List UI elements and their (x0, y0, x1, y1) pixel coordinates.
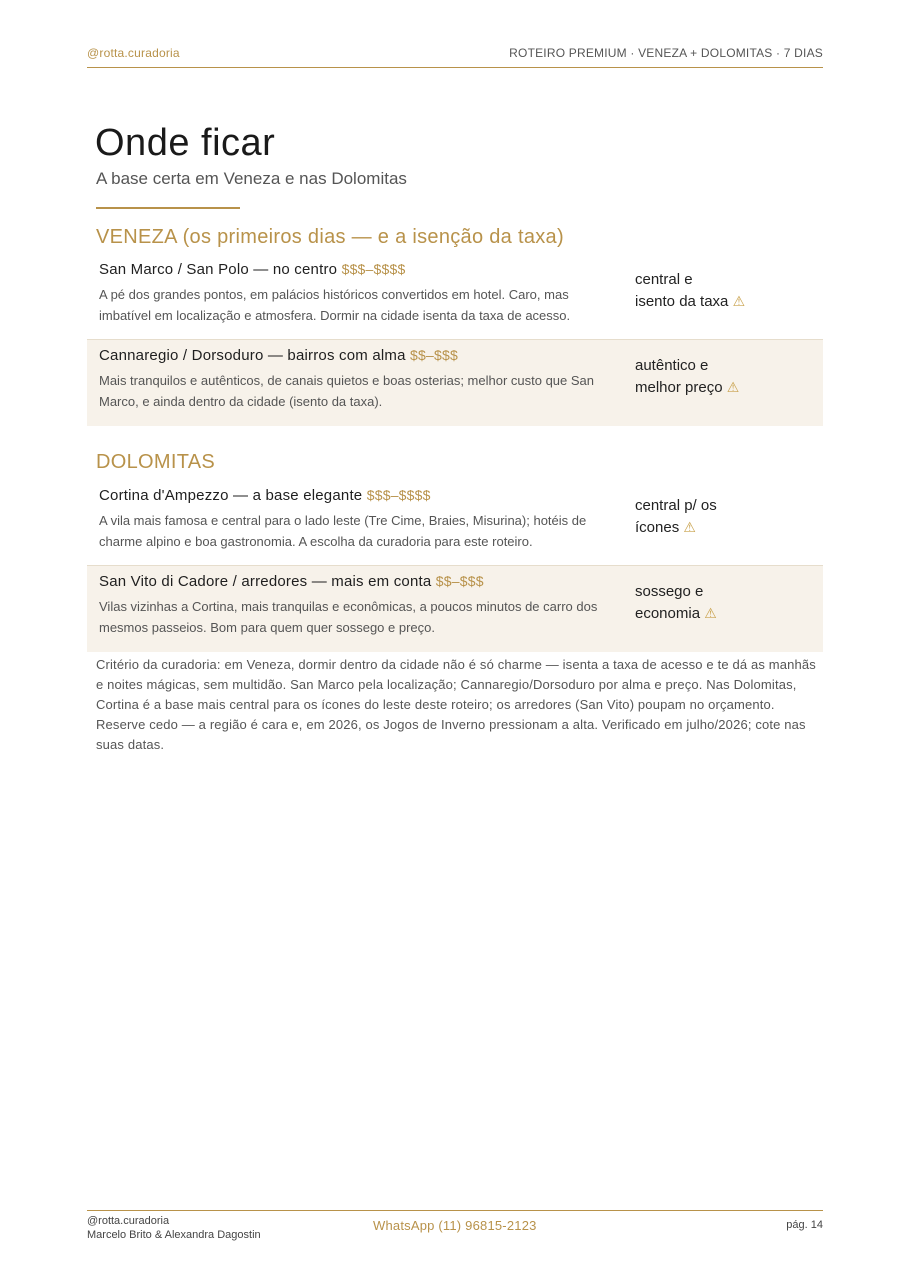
lodging-name-line (99, 573, 484, 590)
lodging-row (87, 340, 823, 426)
lodging-tag (635, 581, 805, 624)
lodging-tag (635, 495, 805, 538)
page-footer (87, 1210, 823, 1251)
tag-line: melhor preço (635, 378, 723, 396)
lodging-name-line (99, 487, 431, 504)
lodging-description: A pé dos grandes pontos, em palácios históricos convertidos em hotel. Caro, mas imbatível em localização e atmosfera. Dormir na cidade isenta da taxa de acesso. (99, 287, 571, 323)
warning-icon: ⚠ (704, 604, 717, 621)
section-heading-veneza: VENEZA (os primeiros dias — e a isenção da taxa) (96, 226, 564, 248)
tag-line: ícones (635, 518, 680, 536)
page-subtitle: A base certa em Veneza e nas Dolomitas (96, 169, 407, 188)
warning-icon: ⚠ (732, 292, 746, 309)
lodging-name: San Vito di Cadore / arredores — mais em conta (99, 573, 432, 590)
lodging-name: Cortina d'Ampezzo — a base elegante (99, 487, 363, 504)
tag-line: autêntico e (635, 357, 709, 374)
footer-brand: @rotta.curadoria (87, 1215, 170, 1227)
footer-whatsapp-contact: WhatsApp (11) 96815-2123 (373, 1218, 537, 1233)
lodging-description: A vila mais famosa e central para o lado leste (Tre Cime, Braies, Misurina); hotéis de charme alpino e boa gastronomia. A escolha da curadoria para este roteiro. (99, 513, 587, 549)
lodging-name: San Marco / San Polo — no centro (99, 261, 338, 278)
price-range: $$–$$$ (410, 347, 458, 363)
warning-icon: ⚠ (683, 518, 696, 535)
section-heading-dolomitas: DOLOMITAS (96, 451, 216, 473)
page-title: Onde ficar (95, 122, 276, 164)
warning-icon: ⚠ (726, 378, 740, 395)
lodging-row (87, 480, 823, 566)
tag-line: central p/ os (635, 497, 717, 514)
title-divider (96, 207, 240, 209)
price-range: $$$–$$$$ (341, 261, 406, 277)
footer-page-number: pág. 14 (786, 1219, 823, 1231)
price-range: $$–$$$ (435, 573, 484, 589)
lodging-description: Mais tranquilos e autênticos, de canais quietos e boas osterias; melhor custo que San Marco, e ainda dentro da cidade (isento da taxa). (99, 373, 595, 409)
price-range: $$$–$$$$ (366, 487, 431, 503)
lodging-description: Vilas vizinhas a Cortina, mais tranquilas e econômicas, a poucos minutos de carro dos mesmos passeios. Bom para quem quer sossego e preço. (99, 599, 598, 635)
curation-note: Critério da curadoria: em Veneza, dormir dentro da cidade não é só charme — isenta a taxa de acesso e te dá as manhãs e noites mágicas, sem multidão. San Marco pela localização; Cannaregio/Dorsoduro por alma e preço. Nas Dolomitas, Cortina é a base mais central para os ícones do leste deste roteiro; os arredores (San Vito) poupam no orçamento. Reserve cedo — a região é cara e, em 2026, os Jogos de Inverno pressionam a alta. Verificado em julho/2026; cote nas suas datas. (96, 657, 816, 752)
header-document-title: ROTEIRO PREMIUM · VENEZA + DOLOMITAS · 7 DIAS (509, 46, 823, 60)
lodging-name-line (99, 261, 405, 278)
lodging-row (87, 254, 823, 340)
lodging-row (87, 566, 823, 652)
tag-line: central e (635, 271, 693, 288)
header-brand: @rotta.curadoria (87, 46, 180, 60)
tag-line: sossego e (635, 583, 704, 600)
tag-line: economia (635, 604, 701, 622)
lodging-tag (635, 355, 805, 398)
footer-credits (87, 1214, 261, 1242)
footer-authors: Marcelo Brito & Alexandra Dagostin (87, 1229, 261, 1241)
tag-line: isento da taxa (635, 292, 729, 310)
lodging-name: Cannaregio / Dorsoduro — bairros com alma (99, 347, 406, 364)
lodging-name-line (99, 347, 458, 364)
page-header (87, 46, 823, 68)
lodging-tag (635, 269, 805, 312)
